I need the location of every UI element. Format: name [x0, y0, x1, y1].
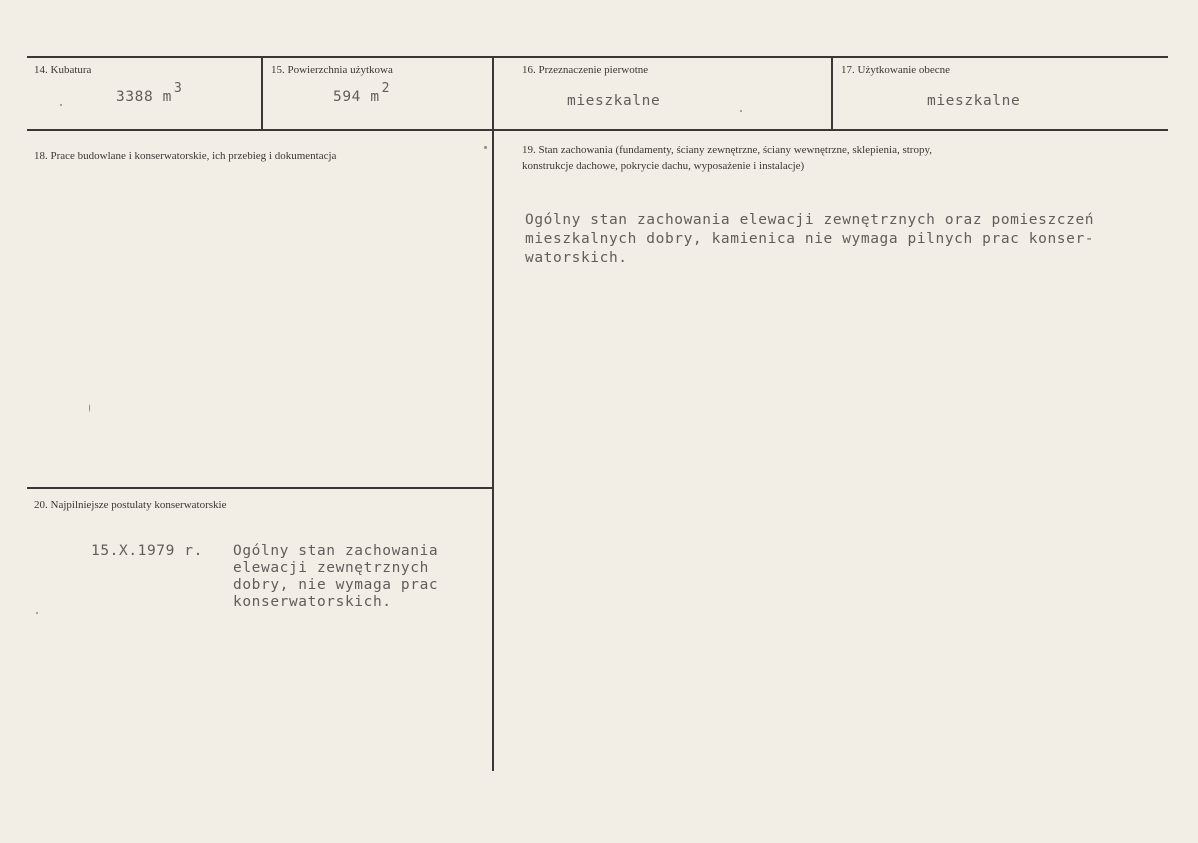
top-border-line — [27, 56, 1168, 58]
powierzchnia-value: 594 m — [333, 89, 380, 105]
kubatura-value: 3388 m — [116, 89, 172, 105]
field-15-value — [333, 81, 391, 105]
column-divider-line — [831, 57, 833, 129]
paper-speck — [484, 146, 487, 149]
field-20-text-line: Ogólny stan zachowania — [233, 543, 439, 559]
field-14-label: 14. Kubatura — [34, 64, 92, 76]
field-19-text-line: Ogólny stan zachowania elewacji zewnętrznych oraz pomieszczeń — [525, 212, 1095, 228]
paper-speck — [89, 404, 90, 412]
field-14-value — [116, 81, 183, 105]
field-17-value: mieszkalne — [927, 93, 1021, 109]
field-17-label: 17. Użytkowanie obecne — [841, 64, 951, 76]
field-20-label: 20. Najpilniejsze postulaty konserwatorskie — [34, 499, 227, 511]
field-16-value: mieszkalne — [567, 93, 661, 109]
field-16-label: 16. Przeznaczenie pierwotne — [522, 64, 649, 76]
field-18-label: 18. Prace budowlane i konserwatorskie, ich przebieg i dokumentacja — [34, 150, 337, 162]
field-19-text-line: mieszkalnych dobry, kamienica nie wymaga pilnych prac konser- — [525, 231, 1095, 247]
column-divider-line — [492, 57, 494, 771]
section-divider-line — [27, 487, 492, 489]
row-divider-line — [27, 129, 1168, 131]
kubatura-exponent: 3 — [173, 81, 183, 96]
paper-speck — [60, 104, 62, 106]
field-20-date: 15.X.1979 r. — [91, 543, 203, 559]
field-20-text-line: elewacji zewnętrznych — [233, 560, 429, 576]
powierzchnia-exponent: 2 — [381, 81, 391, 96]
field-20-text-line: dobry, nie wymaga prac — [233, 577, 439, 593]
field-19-text-line: watorskich. — [525, 250, 628, 266]
column-divider-line — [261, 57, 263, 129]
field-15-label: 15. Powierzchnia użytkowa — [271, 64, 393, 76]
field-20-text-line: konserwatorskich. — [233, 594, 392, 610]
field-19-label-line1: 19. Stan zachowania (fundamenty, ściany zewnętrzne, ściany wewnętrzne, sklepienia, stropy, — [522, 144, 933, 156]
field-19-label-line2: konstrukcje dachowe, pokrycie dachu, wyposażenie i instalacje) — [522, 160, 805, 172]
paper-speck — [36, 612, 38, 614]
paper-speck — [740, 110, 742, 112]
